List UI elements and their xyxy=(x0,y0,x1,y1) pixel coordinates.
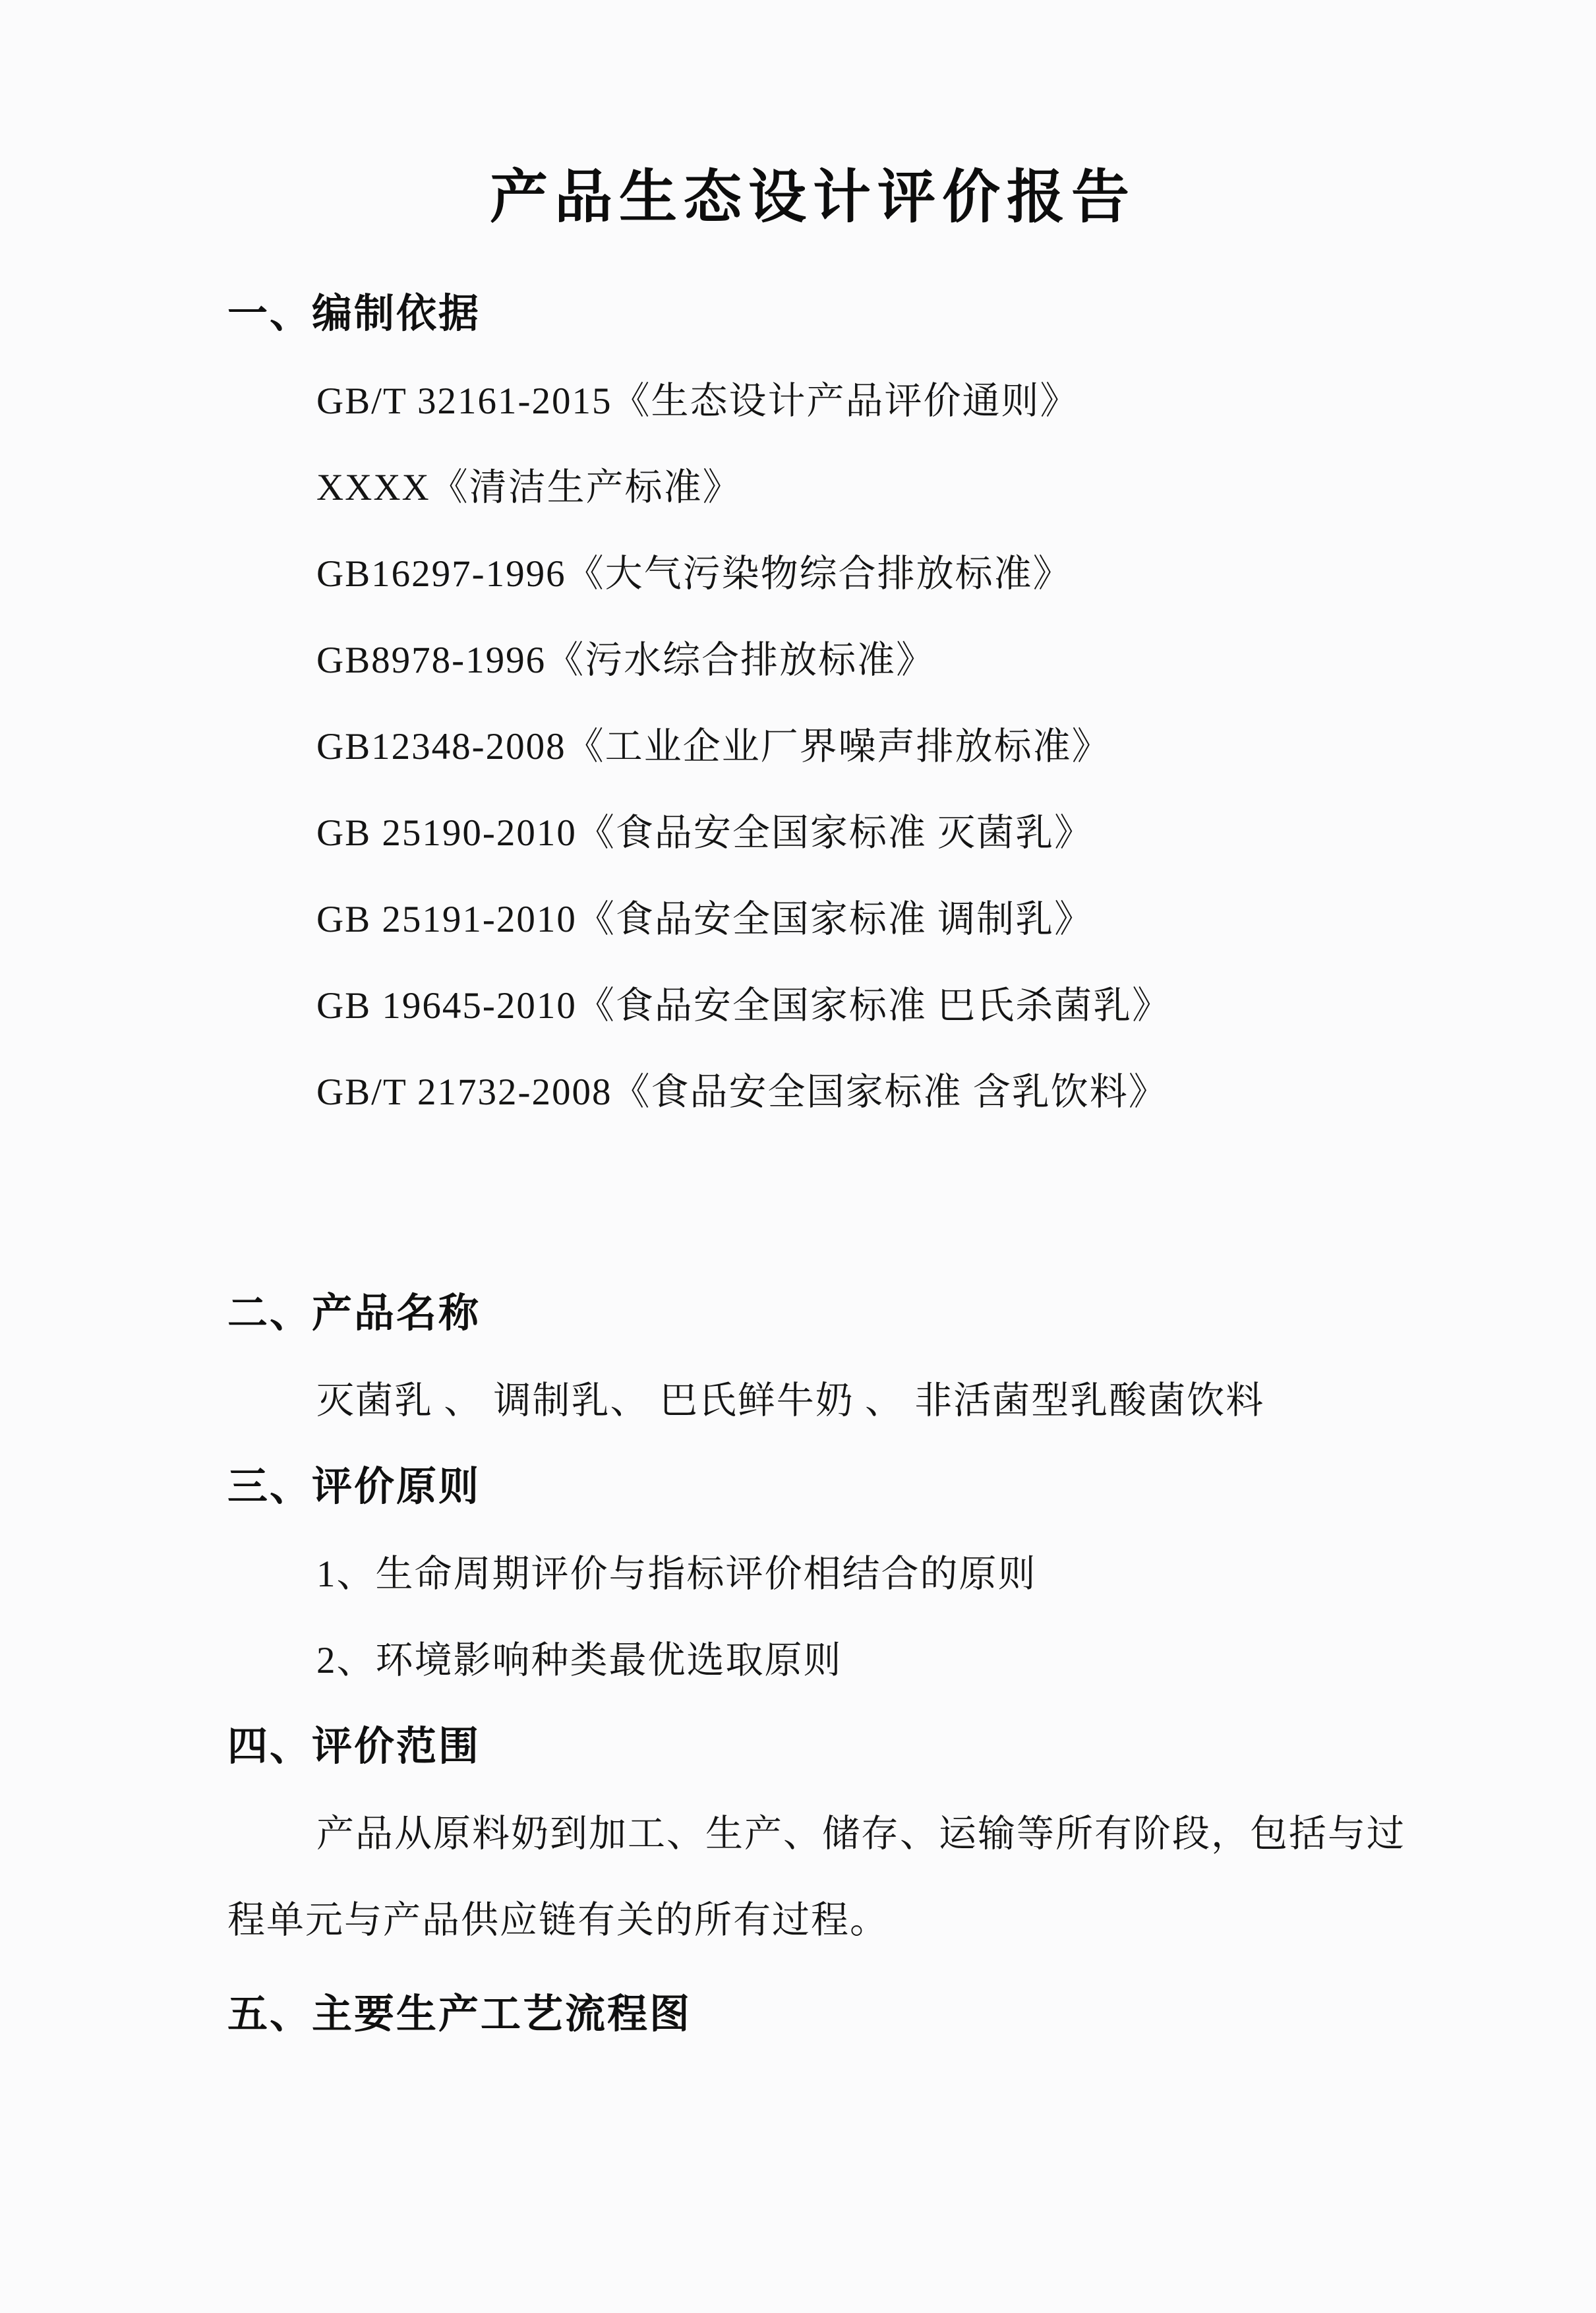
product-names: 灭菌乳 、 调制乳、 巴氏鲜牛奶 、 非活菌型乳酸菌饮料 xyxy=(316,1380,1265,1422)
standard-item: GB8978-1996《污水综合排放标准》 xyxy=(316,640,935,682)
standard-item: XXXX《清洁生产标准》 xyxy=(316,467,742,509)
section-heading-process-flow: 五、主要生产工艺流程图 xyxy=(227,1993,692,2037)
standard-item: GB/T 21732-2008《食品安全国家标准 含乳饮料》 xyxy=(316,1071,1167,1114)
section-spacer xyxy=(227,1964,1398,1971)
section-heading-scope: 四、评价范围 xyxy=(227,1725,481,1770)
standard-item: GB 19645-2010《食品安全国家标准 巴氏杀菌乳》 xyxy=(316,985,1171,1027)
section-heading-principles: 三、评价原则 xyxy=(227,1465,481,1510)
section-spacer xyxy=(227,1135,1398,1271)
scope-paragraph-line: 程单元与产品供应链有关的所有过程。 xyxy=(227,1900,889,1942)
principle-item: 1、生命周期评价与指标评价相结合的原则 xyxy=(316,1553,1037,1596)
report-title: 产品生态设计评价报告 xyxy=(489,166,1136,230)
standard-item: GB 25191-2010《食品安全国家标准 调制乳》 xyxy=(316,899,1094,941)
standard-item: GB/T 32161-2015《生态设计产品评价通则》 xyxy=(316,380,1079,423)
principle-item: 2、环境影响种类最优选取原则 xyxy=(316,1640,842,1682)
scope-paragraph-line: 产品从原料奶到加工、生产、储存、运输等所有阶段，包括与过 xyxy=(316,1813,1405,1855)
standard-item: GB 25190-2010《食品安全国家标准 灭菌乳》 xyxy=(316,812,1094,855)
section-heading-basis: 一、编制依据 xyxy=(227,292,481,337)
section-heading-product-names: 二、产品名称 xyxy=(227,1292,481,1337)
standard-item: GB12348-2008《工业企业厂界噪声排放标准》 xyxy=(316,726,1111,768)
standard-item: GB16297-1996《大气污染物综合排放标准》 xyxy=(316,553,1072,595)
